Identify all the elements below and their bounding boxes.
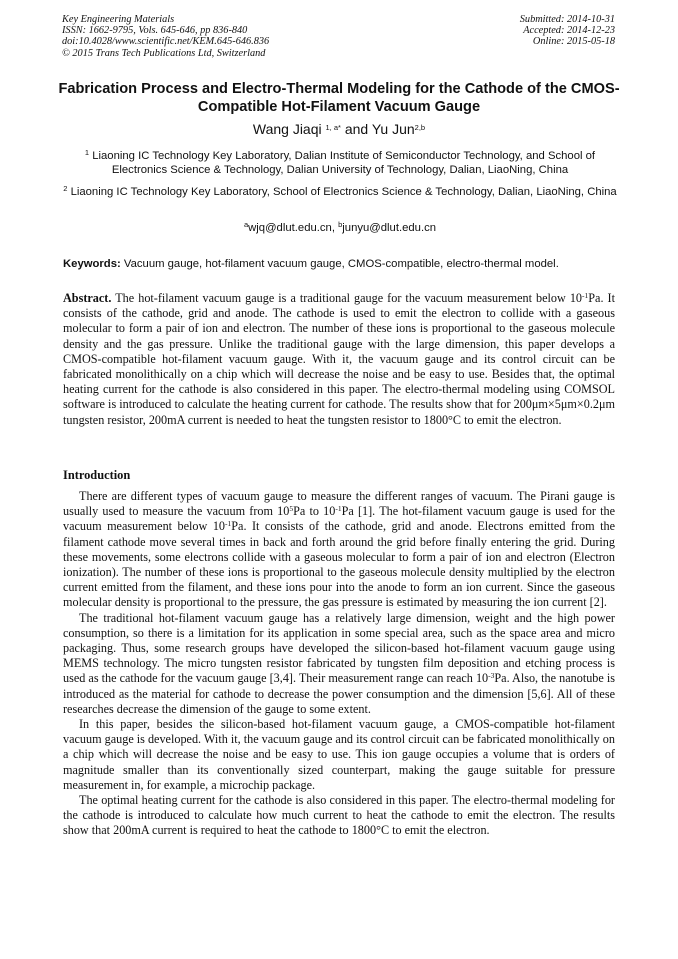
email-address: junyu@dlut.edu.cn bbox=[342, 222, 437, 234]
affiliation-number: 2 bbox=[63, 184, 68, 193]
abstract-text: Pa. It consists of the cathode, grid and anode. The cathode is used to emit the electron to collide with a gaseous molecular to form a pair of ion and electron. The number of these ions is proportional to the gaseous molecule density and the gas pressure. Unlike the traditional gauge with the large dimension, this paper develops a CMOS-compatible hot-filament vacuum gauge. With it, the vacuum gauge and its control circuit can be fabricated monolithically on a chip which will decrease the noise and be easy to use. Besides that, the optimal heating current for the cathode is also considered in this paper. The electro-thermal modeling using COMSOL software is introduced to calculate the heating current for cathode. The results show that for 200μm×5μm×0.2μm tungsten resistor, 200mA current is needed to heat the tungsten resistor to 1800°C to emit the electron. bbox=[63, 291, 616, 427]
copyright-line: © 2015 Trans Tech Publications Ltd, Switzerland bbox=[62, 47, 266, 59]
superscript: -1 bbox=[225, 519, 232, 529]
keywords-text: Vacuum gauge, hot-filament vacuum gauge, CMOS-compatible, electro-thermal model. bbox=[120, 258, 559, 270]
paragraph-text: Pa. Also, the nanotube is introduced as the material for cathode to decrease the power consumption and the dimension [5,6]. All of these researches decrease the dimension of the gauge to some extent. bbox=[63, 671, 615, 716]
section-heading: Introduction bbox=[63, 468, 131, 482]
paragraph bbox=[63, 489, 615, 611]
paragraph-text: Pa [1]. The hot-filament vacuum gauge is used for the vacuum measurement below 10 bbox=[63, 504, 615, 534]
author-name: Yu Jun bbox=[371, 121, 415, 137]
author-conjunction: and bbox=[340, 121, 372, 137]
abstract bbox=[63, 291, 615, 428]
paper-title: Fabrication Process and Electro-Thermal Modeling for the Cathode of the CMOS-Compatible Hot-Filament Vacuum Gauge bbox=[58, 81, 620, 115]
email-marker: b bbox=[338, 220, 343, 229]
online-date: Online: 2015-05-18 bbox=[532, 36, 615, 48]
affiliation-text: Liaoning IC Technology Key Laboratory, Dalian Institute of Semiconductor Technology, and School of Electronics Science & Technology, Dalian University of Technology, Dalian, LiaoNing, China bbox=[92, 150, 596, 176]
abstract-text: The hot-filament vacuum gauge is a traditional gauge for the vacuum measurement below 10 bbox=[111, 291, 583, 305]
email-marker: a bbox=[243, 220, 249, 229]
journal-info bbox=[62, 14, 269, 59]
paragraph: The optimal heating current for the cathode is also considered in this paper. The electro-thermal modeling for the cathode is introduced to calculate how much current to heat the cathode to emit the electron. The results show that 200mA current is required to heat the cathode to 1800°C to emit the electron. bbox=[63, 793, 615, 838]
superscript: -3 bbox=[488, 671, 495, 681]
author-superscript: 2,b bbox=[414, 123, 426, 132]
journal-name: Key Engineering Materials bbox=[62, 14, 175, 25]
paragraph-text: Pa to 10 bbox=[293, 504, 336, 519]
paragraph-text: There are different types of vacuum gauge to measure the different ranges of vacuum. The Pirani gauge is usually used to measure the vacuum from 10 bbox=[63, 489, 615, 519]
paragraph-text: The traditional hot-filament vacuum gauge has a relatively large dimension, weight and the high power consumption, so there is a limitation for its application in some special area, such as the space area and micro packaging. Thus, some research groups have developed the silicon-based hot-filament vacuum gauge using MEMS technology. The micro tungsten resistor fabricated by tungsten film deposition and etching process is used as the cathode for the vacuum gauge [3,4]. Their measurement range can reach 10 bbox=[63, 610, 615, 686]
issn-line: ISSN: 1662-9795, Vols. 645-646, pp 836-840 bbox=[62, 25, 248, 37]
affiliation-2 bbox=[62, 185, 618, 199]
affiliation-text: Liaoning IC Technology Key Laboratory, School of Electronics Science & Technology, Dalian, LiaoNing, China bbox=[70, 186, 617, 198]
affiliation-1 bbox=[62, 149, 618, 177]
author-superscript: 1, a* bbox=[325, 123, 341, 132]
submitted-date: Submitted: 2014-10-31 bbox=[519, 14, 615, 25]
abstract-superscript: -1 bbox=[582, 291, 589, 300]
author-name: Wang Jiaqi bbox=[252, 121, 322, 137]
paragraph bbox=[63, 611, 615, 717]
affiliation-number: 1 bbox=[84, 148, 90, 157]
author-emails bbox=[62, 221, 618, 235]
paragraph: In this paper, besides the silicon-based hot-filament vacuum gauge, a CMOS-compatible hot-filament vacuum gauge is developed. With it, the vacuum gauge and its control circuit can be fabricated monolithically on a chip which will decrease the noise and be easy to use. This ion gauge occupies a volume that is orders of magnitude smaller than its conventionally sized counterpart, making the gauge suitable for pressure measurement in, for example, a microchip package. bbox=[63, 717, 615, 792]
superscript: 5 bbox=[289, 504, 294, 514]
abstract-label: Abstract. bbox=[63, 291, 112, 305]
keywords-label: Keywords: bbox=[63, 258, 121, 270]
accepted-date: Accepted: 2014-12-23 bbox=[523, 25, 615, 37]
author-list bbox=[40, 120, 638, 138]
paragraph-text: Pa. It consists of the cathode, grid and anode. Electrons emitted from the filament cathode move several times in back and forth around the grid before finally entering the grid. During these movements, some electrons collide with a gaseous molecular to form a pair of ion and electron (Electron ionization). The number of these ions is proportional to the gaseous molecule density multiplied by the electron current emitted from the filament, and these ions pour into the anode to form an ion current. Since the gaseous molecular density is proportional to the pressure, the gas pressure is estimated by measuring the ion current [2]. bbox=[63, 519, 615, 610]
introduction-body bbox=[63, 489, 615, 839]
publication-dates bbox=[520, 14, 615, 48]
superscript: -1 bbox=[335, 504, 342, 514]
keywords bbox=[63, 257, 623, 271]
doi-line: doi:10.4028/www.scientific.net/KEM.645-646.836 bbox=[62, 36, 270, 48]
email-address: wjq@dlut.edu.cn, bbox=[248, 222, 339, 234]
